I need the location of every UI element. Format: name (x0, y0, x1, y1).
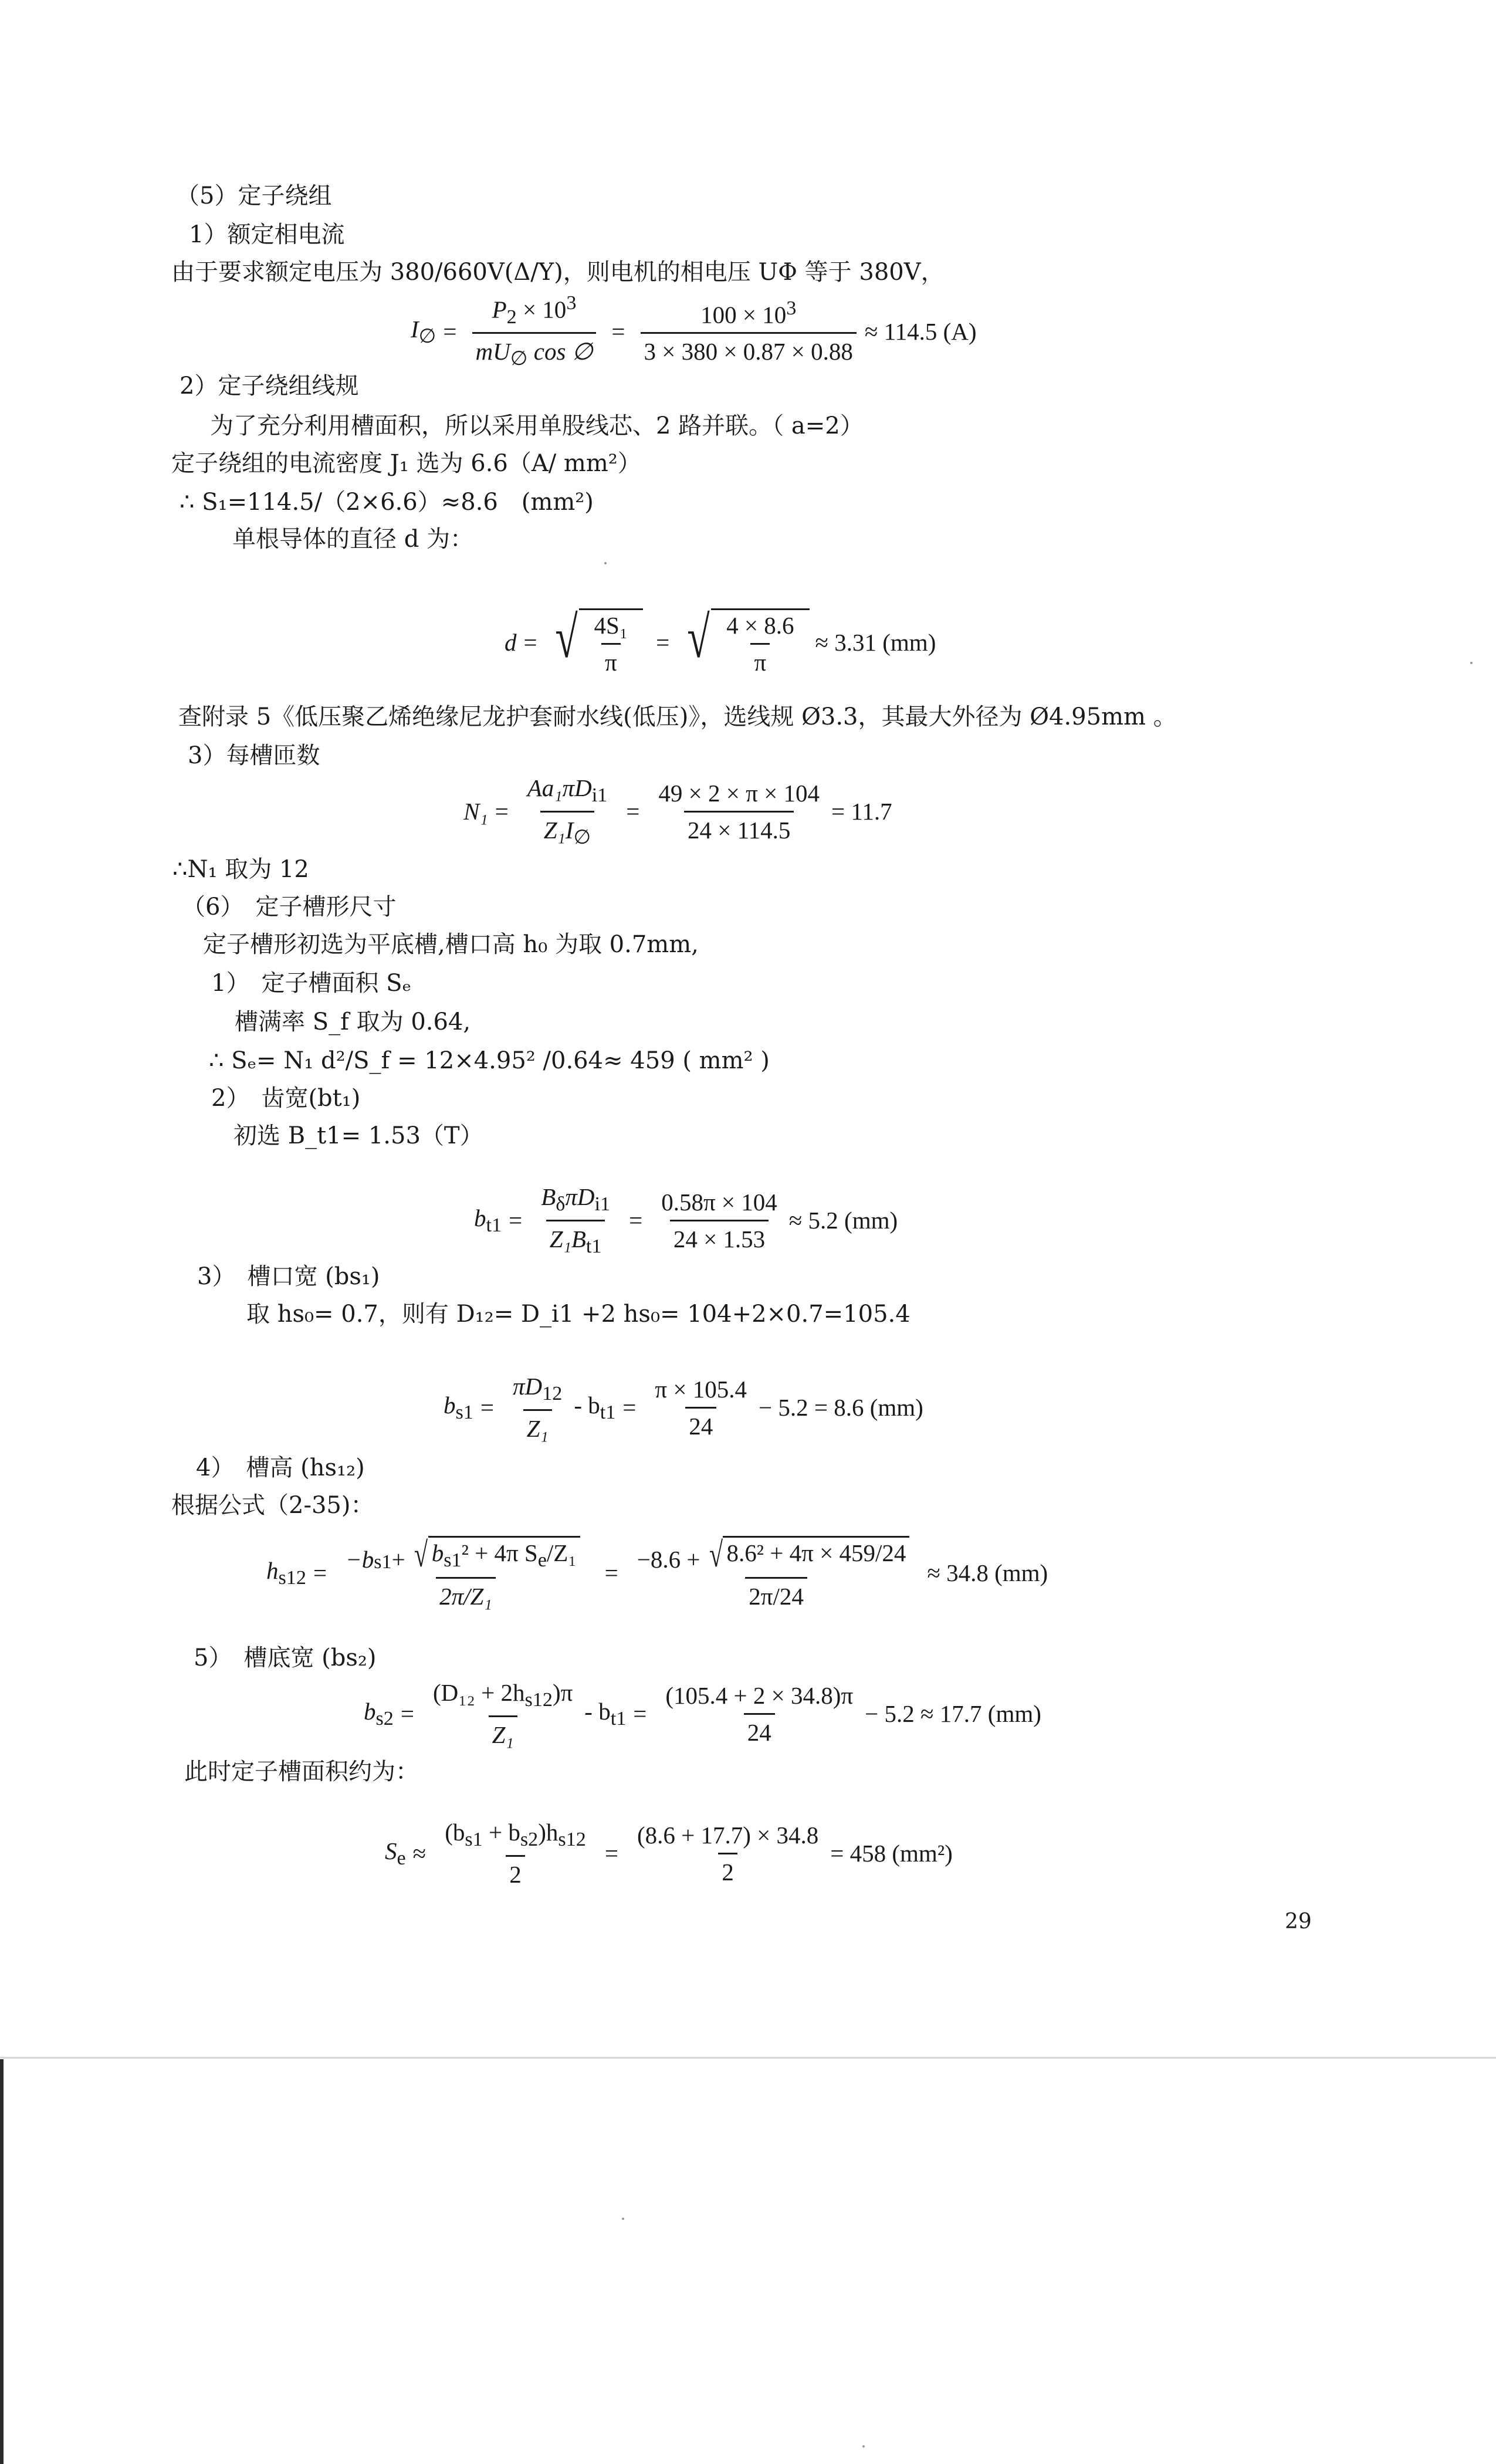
section6-text2: 槽满率 S_f 取为 0.64, (235, 1008, 471, 1035)
section6-sub5: 5） 槽底宽 (bs₂) (194, 1644, 377, 1671)
equation-turns-per-slot: N₁ = $\frac{Aa_1\pi D_{i1}}{Z_1I_\emptyset}$ = $\frac{49 \times 2 \times \pi \times 104}{24 \times 114.5}$ = 11.7 (463, 774, 892, 848)
scan-speck (1470, 662, 1473, 664)
scan-edge-shadow (0, 2059, 4, 2464)
scan-speck (604, 562, 607, 564)
section5-heading: （5）定子绕组 (176, 182, 332, 209)
scan-page-edge (0, 2057, 1496, 2059)
section6-text1: 定子槽形初选为平底槽,槽口高 h₀ 为取 0.7mm, (203, 931, 699, 958)
section6-sub4: 4） 槽高 (hs₁₂) (196, 1454, 365, 1481)
page-number: 29 (1285, 1910, 1312, 1934)
equation-phase-current: $I_\emptyset$ = $\frac{P_2 \times 10^3}{mU_\emptyset \cos \emptyset}$ = $\frac{100 \times 10^3}{3 \times 380 \times 0.87 \times 0.88}$ ≈ 114.5 (A) (411, 292, 977, 370)
equation-slot-bottom-width: $b_{s2}$ = $\frac{(D_{12} + 2h_{s12})\pi}{\text{Z₁}}$ - $b_{t1}$ = $\frac{(105.4 + 2 \times 34.8)\pi}{24}$ − 5.2 ≈ 17.7 (mm) (364, 1679, 1041, 1748)
section5-text4: ∴ S₁=114.5/（2×6.6）≈8.6 (mm²) (180, 489, 594, 516)
section6-text7: 此时定子槽面积约为： (184, 1758, 419, 1785)
section6-heading: （6） 定子槽形尺寸 (182, 893, 397, 920)
section5-sub1: 1）额定相电流 (189, 221, 345, 248)
section6-sub1: 1） 定子槽面积 Sₑ (211, 970, 412, 997)
section5-text2: 为了充分利用槽面积，所以采用单股线芯、2 路并联。（ a=2） (210, 412, 864, 439)
section6-text3: ∴ Sₑ= N₁ d²/S_f = 12×4.95² /0.64≈ 459 ( mm² ) (209, 1047, 770, 1074)
section5-text6: 查附录 5《低压聚乙烯绝缘尼龙护套耐水线(低压)》，选线规 Ø3.3，其最大外径为 Ø4.95mm 。 (178, 703, 1177, 730)
section5-sub2: 2）定子绕组线规 (180, 373, 359, 400)
equation-slot-height: $h_{s12}$ = −b s1 + √ $b_{s1}^2 + 4\pi$ $S_e/Z_1$ 2π/Z₁ = −8.6 + √ 8.6² + 4π × 459/24 2π/24 ≈ 34.8 (mm) (266, 1535, 1048, 1610)
section5-text7: ∴N₁ 取为 12 (172, 856, 309, 883)
section6-text4: 初选 B_t1= 1.53（T） (233, 1122, 483, 1149)
section5-text1: 由于要求额定电压为 380/660V(Δ/Y)，则电机的相电压 UΦ 等于 380V， (171, 259, 945, 286)
equation-conductor-diameter: d = √ $\frac{\text{4S₁}}{\pi}$ = √ $\frac{4 \times 8.6}{\pi}$ ≈ 3.31 (mm) (505, 605, 936, 676)
section6-text5: 取 hs₀= 0.7，则有 D₁₂= D_i1 +2 hs₀= 104+2×0.7=105.4 (246, 1301, 911, 1328)
section6-sub2: 2） 齿宽(bt₁) (211, 1085, 361, 1112)
equation-tooth-width: $b_{t1}$ = $\frac{B_\delta\pi D_{i1}}{Z_1B_{t1}}$ = $\frac{0.58\pi \times 104}{24 \times 1.53}$ ≈ 5.2 (mm) (474, 1183, 898, 1257)
section6-text6: 根据公式（2-35)： (171, 1492, 374, 1519)
scan-speck (862, 2445, 865, 2448)
equation-slot-opening-width: $b_{s1}$ = $\frac{\pi D_{12}}{\text{Z₁}}$ - $b_{t1}$ = $\frac{\pi \times 105.4}{24}$ − 5.2 = 8.6 (mm) (444, 1373, 923, 1442)
equation-slot-area: $S_e$ ≈ $\frac{(b_{s1} + b_{s2})h_{s12}}{2}$ = $\frac{(8.6 + 17.7) \times 34.8}{2}$ = 458 (mm²) (385, 1819, 953, 1888)
section5-text3: 定子绕组的电流密度 J₁ 选为 6.6（A/ mm²） (171, 450, 641, 477)
section5-text5: 单根导体的直径 d 为： (232, 526, 474, 553)
scan-speck (622, 2218, 624, 2220)
section6-sub3: 3） 槽口宽 (bs₁) (197, 1263, 380, 1290)
section5-sub3: 3）每槽匝数 (188, 742, 320, 769)
